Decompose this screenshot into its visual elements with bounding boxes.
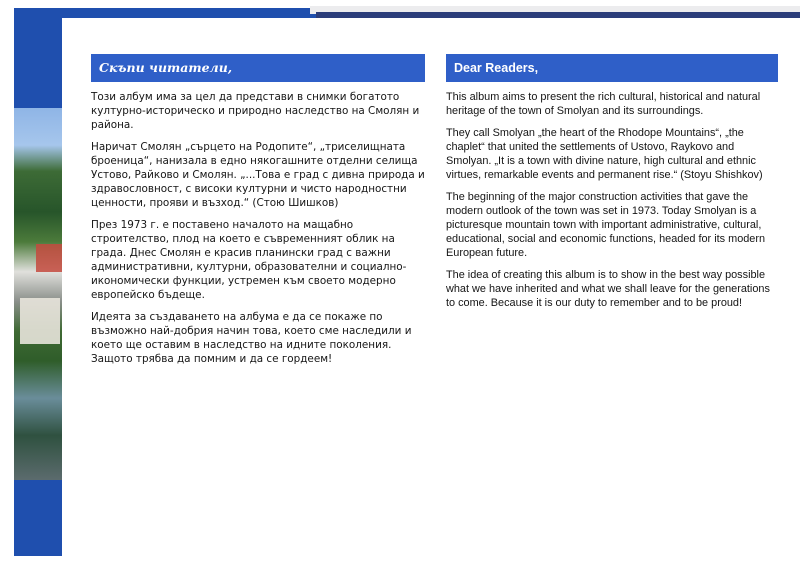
bulgarian-paragraph: Този албум има за цел да представи в снимки богатото културно-историческо и природно наследство на Смолян и района. (91, 91, 420, 131)
english-paragraph: The beginning of the major construction activities that gave the modern outlook of the town was set in 1973. Today Smolyan is a picturesque mountain town with important administrative, cultural, educational, social and economic functions, headed for its modern European future. (446, 191, 766, 259)
text-page (62, 18, 800, 558)
bulgarian-paragraph: През 1973 г. е поставено началото на мащабно строителство, плод на което е съвременният облик на града. Днес Смолян е красив планински град с важни административни, културни, образователни и социално-икономически функции, устремен към своето модерно европейско бъдеще. (91, 219, 407, 301)
english-paragraph: They call Smolyan „the heart of the Rhodope Mountains“, „the chaplet“ that united the settlements of Ustovo, Raykovo and Smolyan. „It is a town with divine nature, high cultural and ethnic virtues, remarkable events and permanent rise.“ (Stoyu Shishkov) (446, 127, 763, 181)
bulgarian-paragraph: Наричат Смолян „сърцето на Родопите“, „триселищната броеница“, нанизала в едно някогашните отделни селища Устово, Райково и Смолян. „...Това е град с дивна природа и здравословност, с високи културни и чисто народностни ценности, прояви и възход.“ (Стою Шишков) (91, 141, 425, 209)
bulgarian-heading: Скъпи читатели, (91, 54, 425, 82)
english-heading: Dear Readers, (446, 54, 778, 82)
bulgarian-column (91, 54, 425, 374)
english-column (446, 54, 778, 318)
bulgarian-paragraph: Идеята за създаването на албума е да се покаже по възможно най-добрия начин това, което сме наследили и което ще оставим в наследство на идните поколения. Защото трябва да помним и да се гордеем! (91, 311, 412, 365)
bulgarian-body (91, 82, 425, 366)
town-photo-strip (14, 108, 68, 480)
english-body (446, 82, 778, 310)
english-paragraph: The idea of creating this album is to show in the best way possible what we have inherited and what we shall leave for the generations to come. Because it is our duty to remember and to be proud! (446, 269, 770, 309)
english-paragraph: This album aims to present the rich cultural, historical and natural heritage of the town of Smolyan and its surroundings. (446, 91, 761, 117)
